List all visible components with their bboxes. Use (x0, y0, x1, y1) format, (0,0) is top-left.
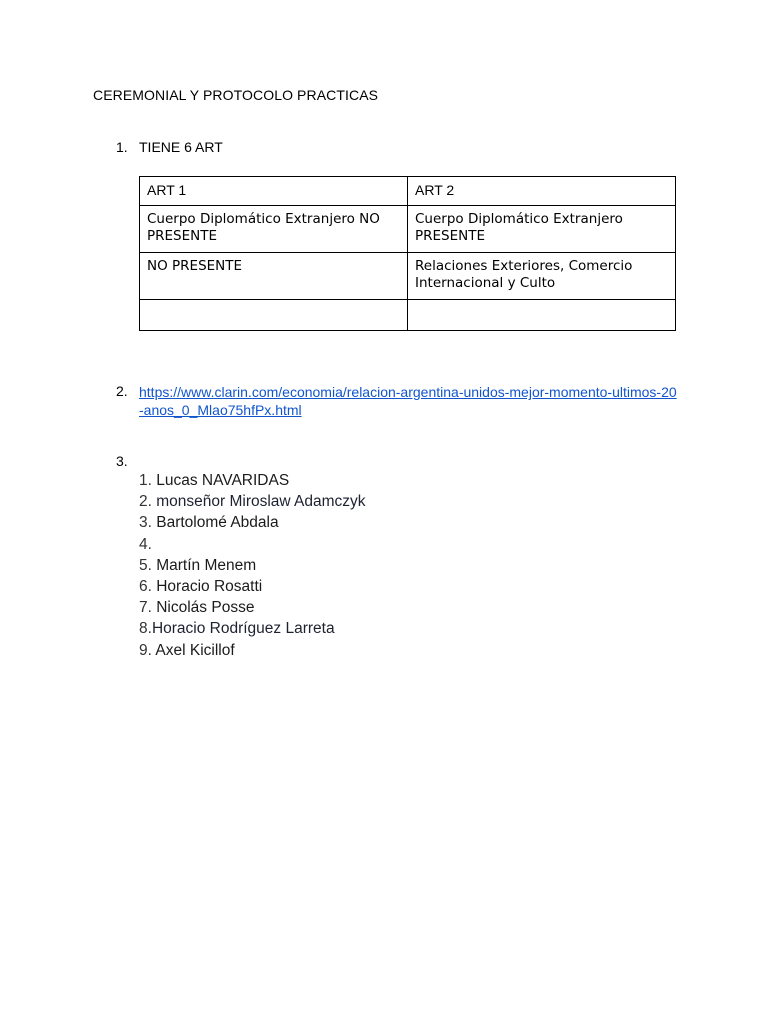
table-cell (140, 300, 408, 331)
list-item-number: 7. (139, 599, 157, 617)
list-item (139, 640, 366, 661)
list-item-number: 2. (139, 493, 157, 511)
item-1-number: 1. (116, 139, 128, 155)
list-item-name: monseñor Miroslaw Adamczyk (156, 493, 366, 511)
list-item-name: Lucas NAVARIDAS (156, 472, 290, 489)
list-item (139, 555, 366, 576)
list-item-name: Horacio Rosatti (156, 578, 263, 596)
item-1-text: TIENE 6 ART (139, 139, 223, 155)
table-cell (408, 300, 676, 331)
table-cell: Cuerpo Diplomático Extranjero PRESENTE (408, 206, 676, 253)
list-item-name: Martín Menem (156, 556, 257, 574)
table-cell: Relaciones Exteriores, Comercio Internacional y Culto (408, 253, 676, 300)
list-item-number: 1. (139, 472, 157, 489)
item-3-number: 3. (116, 453, 128, 469)
table-cell: Cuerpo Diplomático Extranjero NO PRESENTE (140, 206, 408, 253)
table-row (140, 177, 676, 206)
list-item-number: 4. (139, 535, 152, 553)
list-item-name: Axel Kicillof (155, 641, 235, 659)
table-row (140, 300, 676, 331)
table-header-art-1: ART 1 (140, 177, 408, 206)
list-item (139, 512, 366, 533)
list-item (139, 597, 366, 618)
list-item (139, 534, 366, 555)
list-item-number: 3. (139, 514, 157, 532)
list-item-number: 5. (139, 556, 157, 574)
list-item-name: Nicolás Posse (156, 599, 255, 617)
list-item (139, 470, 366, 491)
list-item-name: Horacio Rodríguez Larreta (151, 620, 335, 638)
list-item (139, 491, 366, 512)
art-table (139, 176, 676, 331)
document-title: CEREMONIAL Y PROTOCOLO PRACTICAS (93, 87, 379, 103)
list-item (139, 576, 366, 597)
list-item (139, 618, 366, 639)
table-row (140, 253, 676, 300)
list-item-number: 6. (139, 578, 157, 596)
list-item-name: Bartolomé Abdala (156, 514, 279, 532)
table-cell: NO PRESENTE (140, 253, 408, 300)
item-2-number: 2. (116, 383, 128, 399)
table-row (140, 206, 676, 253)
table-header-art-2: ART 2 (408, 177, 676, 206)
list-item-number: 8. (139, 620, 152, 638)
article-link[interactable]: https://www.clarin.com/economia/relacion-argentina-unidos-mejor-momento-ultimos-20-anos_0_Mlao75hfPx.html (139, 384, 677, 418)
list-item-number: 9. (139, 641, 156, 659)
names-list (139, 470, 366, 661)
